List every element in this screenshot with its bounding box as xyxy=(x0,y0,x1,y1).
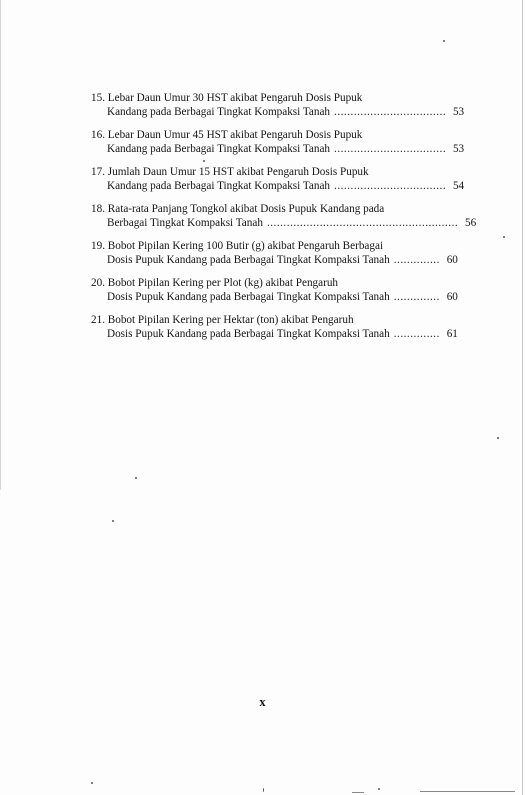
scan-speck xyxy=(91,782,93,784)
toc-entry-20[interactable] xyxy=(91,277,458,304)
scan-speck xyxy=(443,40,445,42)
scan-speck xyxy=(378,788,380,790)
toc-entry-21[interactable] xyxy=(91,314,458,341)
toc-page-number: 56 xyxy=(464,216,477,229)
toc-entry-number: 16. xyxy=(91,129,105,141)
toc-entry-number: 17. xyxy=(91,166,105,178)
toc-entry-title-continued: Dosis Pupuk Kandang pada Berbagai Tingkat Kompaksi Tanah xyxy=(107,290,390,303)
toc-entry-title-line1 xyxy=(91,277,338,291)
toc-entry-title-continued: Kandang pada Berbagai Tingkat Kompaksi Tanah xyxy=(107,142,331,155)
toc-dot-leader: .............. xyxy=(393,327,440,340)
toc-dot-leader: .............. xyxy=(393,290,440,303)
toc-entry-number: 18. xyxy=(91,203,105,215)
toc-dot-leader: .......................................................... xyxy=(266,216,459,229)
scan-speck xyxy=(503,236,505,238)
page-number-footer: x xyxy=(259,695,266,709)
toc-entry-title-line1 xyxy=(91,92,362,106)
toc-entry-18[interactable] xyxy=(91,203,477,230)
toc-dot-leader: .................................. xyxy=(334,142,447,155)
scan-speck xyxy=(263,788,264,792)
toc-entry-title-line2 xyxy=(107,290,458,305)
toc-entry-17[interactable] xyxy=(91,166,465,193)
toc-entry-title: Bobot Pipilan Kering per Hektar (ton) akibat Pengaruh xyxy=(107,314,354,326)
toc-entry-title-line2 xyxy=(107,327,458,342)
scan-speck xyxy=(497,437,499,439)
scan-edge-right xyxy=(522,0,523,795)
toc-page-number: 53 xyxy=(452,142,465,155)
scan-edge-left xyxy=(0,0,1,490)
toc-entry-title-continued: Kandang pada Berbagai Tingkat Kompaksi Tanah xyxy=(107,105,331,118)
toc-entry-title: Bobot Pipilan Kering 100 Butir (g) akibat Pengaruh Berbagai xyxy=(107,240,384,252)
scan-speck xyxy=(112,520,114,522)
scan-speck xyxy=(135,477,137,479)
toc-entry-number: 20. xyxy=(91,277,105,289)
scan-bottom-line xyxy=(352,792,364,793)
toc-entry-number: 19. xyxy=(91,240,105,252)
toc-entry-title-line2 xyxy=(107,179,465,194)
toc-entry-title: Bobot Pipilan Kering per Plot (kg) akibat Pengaruh xyxy=(107,277,339,289)
toc-entry-number: 15. xyxy=(91,92,105,104)
toc-entry-title-continued: Dosis Pupuk Kandang pada Berbagai Tingkat Kompaksi Tanah xyxy=(107,253,390,266)
toc-entry-title-line2 xyxy=(107,253,458,268)
toc-dot-leader: .............. xyxy=(393,253,440,266)
toc-dot-leader: .................................. xyxy=(334,105,447,118)
toc-page-number: 60 xyxy=(446,253,458,266)
toc-entry-title-line1 xyxy=(91,240,383,254)
scan-bottom-line xyxy=(420,791,515,792)
toc-entry-title-line2 xyxy=(107,216,477,231)
toc-entry-title: Jumlah Daun Umur 15 HST akibat Pengaruh Dosis Pupuk xyxy=(107,166,369,178)
toc-entry-title-line1 xyxy=(91,129,362,143)
toc-entry-number: 21. xyxy=(91,314,105,326)
toc-entry-title-continued: Kandang pada Berbagai Tingkat Kompaksi Tanah xyxy=(107,179,331,192)
toc-dot-leader: .................................. xyxy=(334,179,447,192)
toc-entry-title-line1 xyxy=(91,314,354,328)
toc-page-number: 61 xyxy=(446,327,458,340)
toc-entry-title-line1 xyxy=(91,166,369,180)
toc-entry-15[interactable] xyxy=(91,92,465,119)
toc-page-number: 54 xyxy=(452,179,465,192)
toc-entry-title-continued: Berbagai Tingkat Kompaksi Tanah xyxy=(107,216,263,229)
toc-page-number: 60 xyxy=(446,290,458,303)
toc-entry-title-line2 xyxy=(107,105,465,120)
toc-entry-title: Lebar Daun Umur 30 HST akibat Pengaruh Dosis Pupuk xyxy=(107,92,363,104)
toc-entry-title-continued: Dosis Pupuk Kandang pada Berbagai Tingkat Kompaksi Tanah xyxy=(107,327,390,340)
toc-entry-title: Rata-rata Panjang Tongkol akibat Dosis Pupuk Kandang pada xyxy=(107,203,385,215)
table-of-contents xyxy=(91,92,477,351)
toc-entry-title-line2 xyxy=(107,142,465,157)
toc-page-number: 53 xyxy=(452,105,465,118)
toc-entry-16[interactable] xyxy=(91,129,465,156)
toc-entry-title: Lebar Daun Umur 45 HST akibat Pengaruh Dosis Pupuk xyxy=(107,129,363,141)
toc-entry-19[interactable] xyxy=(91,240,458,267)
toc-entry-title-line1 xyxy=(91,203,384,217)
